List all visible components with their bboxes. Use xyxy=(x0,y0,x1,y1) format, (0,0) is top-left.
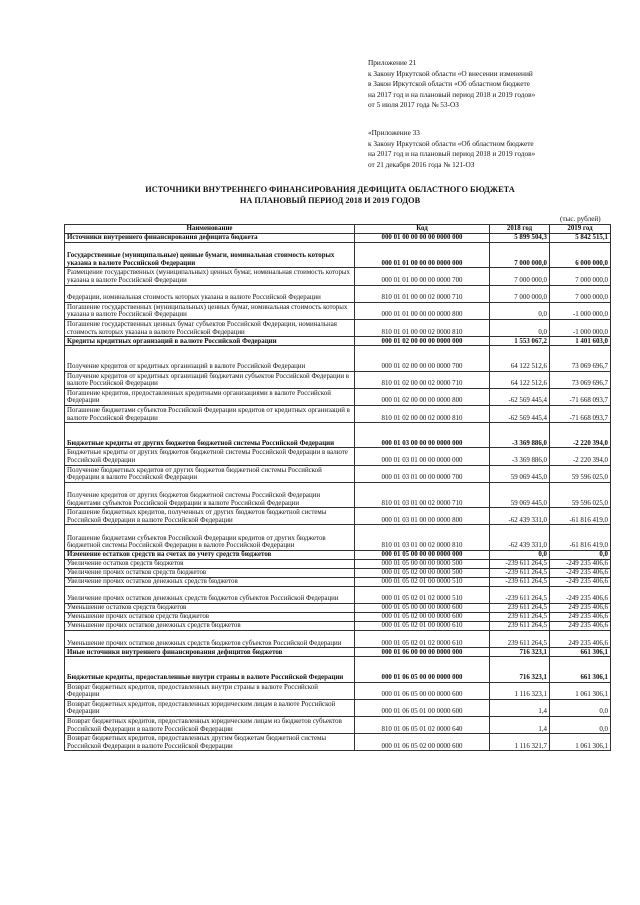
header-code: Код xyxy=(355,225,490,234)
row-value-2019: -1 000 000,0 xyxy=(550,319,611,336)
table-row xyxy=(65,337,611,346)
row-value-2018: 716 323,1 xyxy=(490,657,550,682)
row-code: 000 01 05 00 00 00 0000 500 xyxy=(355,559,490,568)
row-code: 810 01 02 00 00 02 0000 810 xyxy=(355,405,490,422)
row-name: Возврат бюджетных кредитов, предоставленных другим бюджетам бюджетной системы Российской Федерации в валюте Российской Федерации xyxy=(65,734,355,751)
table-body xyxy=(65,234,611,751)
row-value-2019: -71 668 093,7 xyxy=(550,405,611,422)
row-value-2019: -61 816 419,0 xyxy=(550,525,611,550)
row-code: 000 01 05 00 00 00 0000 600 xyxy=(355,604,490,613)
row-value-2019: 249 235 406,6 xyxy=(550,604,611,613)
table-row xyxy=(65,559,611,568)
row-code: 000 01 05 02 00 00 0000 500 xyxy=(355,568,490,577)
row-value-2018: 716 323,1 xyxy=(490,648,550,657)
law-reference-line: Приложение 21 xyxy=(368,58,417,67)
table-row xyxy=(65,285,611,302)
row-value-2019: -1 000 000,0 xyxy=(550,302,611,319)
table-row xyxy=(65,302,611,319)
row-name: Уменьшение остатков средств бюджетов xyxy=(65,604,355,613)
row-value-2019: 0,0 xyxy=(550,699,611,716)
row-name: Погашение бюджетами субъектов Российской Федерации кредитов от кредитных организаций в валюте Российской Федерации xyxy=(65,405,355,422)
law-reference-line: «Приложение 33 xyxy=(368,128,420,137)
row-value-2018: -62 569 445,4 xyxy=(490,405,550,422)
row-value-2019: 1 401 603,0 xyxy=(550,337,611,346)
row-value-2018: 0,0 xyxy=(490,550,550,559)
row-name: Погашение государственных ценных бумаг субъектов Российской Федерации, номинальная стоимость которых указана в валюте Российской Федерации xyxy=(65,319,355,336)
table-row xyxy=(65,268,611,285)
row-code: 810 01 06 05 01 02 0000 640 xyxy=(355,716,490,733)
row-name: Возврат бюджетных кредитов, предоставленных юридическим лицам в валюте Российской Федерации xyxy=(65,699,355,716)
table-row xyxy=(65,346,611,371)
row-value-2018: -239 611 264,5 xyxy=(490,559,550,568)
row-name: Государственные (муниципальные) ценные бумаги, номинальная стоимость которых указана в валюте Российской Федерации xyxy=(65,243,355,268)
row-name: Иные источники внутреннего финансирования дефицитов бюджетов xyxy=(65,648,355,657)
row-code: 000 01 03 01 00 00 0000 700 xyxy=(355,465,490,482)
row-code: 000 01 03 01 00 00 0000 000 xyxy=(355,448,490,465)
row-name: Возврат бюджетных кредитов, предоставленных внутри страны в валюте Российской Федерации xyxy=(65,682,355,699)
table-row xyxy=(65,243,611,268)
row-name: Размещение государственных (муниципальных) ценных бумаг, номинальная стоимость которых указана в валюте Российской Федерации xyxy=(65,268,355,285)
financing-sources-table xyxy=(64,224,611,751)
header-2018: 2018 год xyxy=(490,225,550,234)
row-value-2018: 1 553 067,2 xyxy=(490,337,550,346)
row-name: Уменьшение прочих остатков денежных средств бюджетов субъектов Российской Федерации xyxy=(65,631,355,648)
table-row xyxy=(65,604,611,613)
row-code: 000 01 06 05 00 00 0000 600 xyxy=(355,682,490,699)
table-row xyxy=(65,734,611,751)
row-code: 810 01 01 00 00 02 0000 810 xyxy=(355,319,490,336)
table-row xyxy=(65,319,611,336)
row-value-2018: -62 439 331,0 xyxy=(490,508,550,525)
document-title xyxy=(40,184,620,206)
row-value-2019: -61 816 419,0 xyxy=(550,508,611,525)
table-row xyxy=(65,682,611,699)
table-row xyxy=(65,508,611,525)
row-value-2018: 5 899 504,3 xyxy=(490,234,550,243)
row-value-2019: -71 668 093,7 xyxy=(550,388,611,405)
row-value-2018: 0,0 xyxy=(490,302,550,319)
row-code: 000 01 01 00 00 00 0000 700 xyxy=(355,268,490,285)
title-line-1: ИСТОЧНИКИ ВНУТРЕННЕГО ФИНАНСИРОВАНИЯ ДЕФИЦИТА ОБЛАСТНОГО БЮДЖЕТА xyxy=(145,185,515,194)
row-value-2019: -2 220 394,0 xyxy=(550,448,611,465)
row-value-2018: 239 611 264,5 xyxy=(490,631,550,648)
header-name: Наименование xyxy=(65,225,355,234)
row-value-2019: -2 220 394,0 xyxy=(550,423,611,448)
row-value-2018: 239 611 264,5 xyxy=(490,613,550,622)
row-value-2018: -62 439 331,0 xyxy=(490,525,550,550)
row-name: Погашение бюджетных кредитов, полученных от других бюджетов бюджетной системы Российской Федерации в валюте Российской Федерации xyxy=(65,508,355,525)
row-value-2018: 7 000 000,0 xyxy=(490,285,550,302)
table-row xyxy=(65,586,611,603)
table-row xyxy=(65,550,611,559)
row-code: 000 01 03 00 00 00 0000 000 xyxy=(355,423,490,448)
row-code: 810 01 03 01 00 02 0000 810 xyxy=(355,525,490,550)
table-row xyxy=(65,465,611,482)
row-code: 000 01 02 00 00 00 0000 700 xyxy=(355,346,490,371)
row-value-2018: 0,0 xyxy=(490,319,550,336)
table-row xyxy=(65,613,611,622)
title-line-2: НА ПЛАНОВЫЙ ПЕРИОД 2018 И 2019 ГОДОВ xyxy=(239,196,421,205)
row-code: 000 01 03 01 00 00 0000 800 xyxy=(355,508,490,525)
row-value-2018: 1 116 323,1 xyxy=(490,682,550,699)
row-value-2018: 59 069 445,0 xyxy=(490,465,550,482)
row-value-2019: 7 000 000,0 xyxy=(550,268,611,285)
law-reference-block-2 xyxy=(368,128,618,170)
table-row xyxy=(65,631,611,648)
table-row xyxy=(65,577,611,586)
law-reference-line: в Закон Иркутской области «Об областном бюджете xyxy=(368,79,530,88)
row-code: 810 01 03 01 00 02 0000 710 xyxy=(355,482,490,507)
row-value-2019: 0,0 xyxy=(550,716,611,733)
units-label: (тыс. рублей) xyxy=(560,215,601,223)
row-code: 000 01 06 05 02 00 0000 600 xyxy=(355,734,490,751)
row-value-2018: -62 569 445,4 xyxy=(490,388,550,405)
row-value-2018: 1 116 321,7 xyxy=(490,734,550,751)
table-row xyxy=(65,371,611,388)
row-value-2018: -239 611 264,5 xyxy=(490,586,550,603)
row-code: 810 01 02 00 00 02 0000 710 xyxy=(355,371,490,388)
row-name: Получение бюджетных кредитов от других бюджетов бюджетной системы Российской Федерации в валюте Российской Федерации xyxy=(65,465,355,482)
row-name: Возврат бюджетных кредитов, предоставленных юридическим лицам из бюджетов субъектов Российской Федерации в валюте Российской Федерации xyxy=(65,716,355,733)
row-value-2018: -3 369 886,0 xyxy=(490,448,550,465)
row-value-2018: 239 611 264,5 xyxy=(490,622,550,631)
row-name: Источники внутреннего финансирования дефицита бюджета xyxy=(65,234,355,243)
row-code: 000 01 01 00 00 00 0000 000 xyxy=(355,243,490,268)
table-row xyxy=(65,699,611,716)
row-code: 000 01 00 00 00 00 0000 000 xyxy=(355,234,490,243)
table-row xyxy=(65,423,611,448)
row-value-2019: 59 596 025,0 xyxy=(550,465,611,482)
law-reference-line: от 21 декабря 2016 года № 121-ОЗ xyxy=(368,159,475,169)
table-row xyxy=(65,716,611,733)
law-reference-line: от 5 июля 2017 года № 53-ОЗ xyxy=(368,100,459,109)
row-value-2018: -3 369 886,0 xyxy=(490,423,550,448)
law-reference-line: на 2017 год и на плановый период 2018 и 2019 годов» xyxy=(368,89,536,99)
row-name: Получение кредитов от кредитных организаций в валюте Российской Федерации xyxy=(65,346,355,371)
row-name: Уменьшение прочих остатков средств бюджетов xyxy=(65,613,355,622)
row-name: Погашение кредитов, предоставленных кредитными организациями в валюте Российской Федерации xyxy=(65,388,355,405)
law-reference-block-1 xyxy=(368,58,618,111)
row-code: 000 01 06 05 00 00 0000 000 xyxy=(355,657,490,682)
row-value-2018: -239 611 264,5 xyxy=(490,577,550,586)
row-value-2019: -249 235 406,6 xyxy=(550,577,611,586)
row-value-2019: 0,0 xyxy=(550,550,611,559)
row-value-2018: 59 069 445,0 xyxy=(490,482,550,507)
row-value-2018: 7 000 000,0 xyxy=(490,243,550,268)
row-name: Получение кредитов от других бюджетов бюджетной системы Российской Федерации бюджетами субъектов Российской Федерации в валюте Российской Федерации xyxy=(65,482,355,507)
law-reference-line: на 2017 год и на плановый период 2018 и 2019 годов» xyxy=(368,149,536,158)
row-value-2019: 59 596 025,0 xyxy=(550,482,611,507)
row-name: Бюджетные кредиты, предоставленные внутри страны в валюте Российской Федерации xyxy=(65,657,355,682)
row-code: 000 01 05 02 01 02 0000 610 xyxy=(355,631,490,648)
law-reference-line: к Закону Иркутской области «Об областном бюджете xyxy=(368,138,534,148)
row-name: Увеличение остатков средств бюджетов xyxy=(65,559,355,568)
row-name: Увеличение прочих остатков средств бюджетов xyxy=(65,568,355,577)
row-value-2018: 64 122 512,6 xyxy=(490,371,550,388)
row-value-2019: 1 061 306,1 xyxy=(550,682,611,699)
row-value-2019: -249 235 406,6 xyxy=(550,568,611,577)
table-header-row xyxy=(65,225,611,234)
table-row xyxy=(65,448,611,465)
row-value-2019: 249 235 406,6 xyxy=(550,622,611,631)
row-value-2019: 661 306,1 xyxy=(550,648,611,657)
row-code: 000 01 06 00 00 00 0000 000 xyxy=(355,648,490,657)
row-name: Бюджетные кредиты от других бюджетов бюджетной системы Российской Федерации xyxy=(65,423,355,448)
table-row xyxy=(65,388,611,405)
law-reference-line: к Закону Иркутской области «О внесении изменений xyxy=(368,68,533,78)
table-row xyxy=(65,405,611,422)
row-name: Погашение бюджетами субъектов Российской Федерации кредитов от других бюджетов бюджетной системы Российской Федерации в валюте Российской Федерации xyxy=(65,525,355,550)
table-row xyxy=(65,657,611,682)
table-row xyxy=(65,648,611,657)
table-row xyxy=(65,234,611,243)
row-value-2019: 661 306,1 xyxy=(550,657,611,682)
row-name: Уменьшение прочих остатков денежных средств бюджетов xyxy=(65,622,355,631)
row-value-2019: 249 235 406,6 xyxy=(550,613,611,622)
row-value-2018: 1,4 xyxy=(490,699,550,716)
row-value-2019: -249 235 406,6 xyxy=(550,559,611,568)
row-code: 000 01 02 00 00 00 0000 000 xyxy=(355,337,490,346)
row-value-2018: 239 611 264,5 xyxy=(490,604,550,613)
row-value-2019: 1 061 306,1 xyxy=(550,734,611,751)
table-row xyxy=(65,568,611,577)
row-name: Увеличение прочих остатков денежных средств бюджетов xyxy=(65,577,355,586)
row-name: Получение кредитов от кредитных организаций бюджетами субъектов Российской Федерации в валюте Российской Федерации xyxy=(65,371,355,388)
header-2019: 2019 год xyxy=(550,225,611,234)
row-value-2018: 64 122 512,6 xyxy=(490,346,550,371)
table-row xyxy=(65,622,611,631)
row-value-2018: 1,4 xyxy=(490,716,550,733)
row-value-2019: 73 069 696,7 xyxy=(550,346,611,371)
row-name: Увеличение прочих остатков денежных средств бюджетов субъектов Российской Федерации xyxy=(65,586,355,603)
row-name: Кредиты кредитных организаций в валюте Российской Федерации xyxy=(65,337,355,346)
row-code: 000 01 05 02 00 00 0000 600 xyxy=(355,613,490,622)
row-code: 000 01 05 02 01 00 0000 510 xyxy=(355,577,490,586)
row-name: Федерации, номинальная стоимость которых указана в валюте Российской Федерации xyxy=(65,285,355,302)
row-code: 000 01 06 05 01 00 0000 600 xyxy=(355,699,490,716)
row-value-2019: 249 235 406,6 xyxy=(550,631,611,648)
table-row xyxy=(65,525,611,550)
row-code: 000 01 05 02 01 00 0000 610 xyxy=(355,622,490,631)
row-code: 000 01 02 00 00 00 0000 800 xyxy=(355,388,490,405)
row-value-2019: 5 842 515,1 xyxy=(550,234,611,243)
row-value-2018: 7 000 000,0 xyxy=(490,268,550,285)
row-value-2019: 6 000 000,0 xyxy=(550,243,611,268)
row-name: Погашение государственных (муниципальных) ценных бумаг, номинальная стоимость которых указана в валюте Российской Федерации xyxy=(65,302,355,319)
row-value-2019: 7 000 000,0 xyxy=(550,285,611,302)
row-name: Бюджетные кредиты от других бюджетов бюджетной системы Российской Федерации в валюте Российской Федерации xyxy=(65,448,355,465)
row-code: 810 01 01 00 00 02 0000 710 xyxy=(355,285,490,302)
table-row xyxy=(65,482,611,507)
row-code: 000 01 05 00 00 00 0000 000 xyxy=(355,550,490,559)
row-name: Изменение остатков средств на счетах по учету средств бюджетов xyxy=(65,550,355,559)
row-value-2019: 73 069 696,7 xyxy=(550,371,611,388)
row-code: 000 01 01 00 00 00 0000 800 xyxy=(355,302,490,319)
row-value-2018: -239 611 264,5 xyxy=(490,568,550,577)
row-code: 000 01 05 02 01 02 0000 510 xyxy=(355,586,490,603)
row-value-2019: -249 235 406,6 xyxy=(550,586,611,603)
